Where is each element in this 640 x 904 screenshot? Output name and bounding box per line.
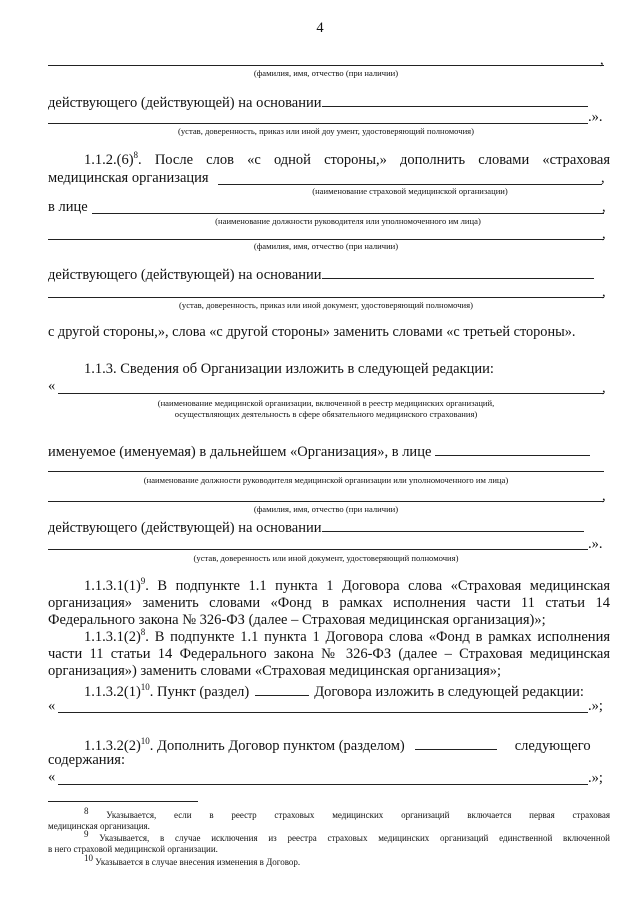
fill-line (435, 441, 590, 456)
open-quote: « (48, 769, 56, 785)
paragraph-1126-line2: медицинская организация (48, 170, 209, 186)
other-side-line: с другой стороны,», слова «с другой стороны» заменить словами «с третьей стороны». (48, 324, 576, 340)
paragraph-11311-line1: $1.1.3.1(1)^9$. В подпункте 1.1 пункта 1 Договора слова «Страховая медицинская (84, 576, 610, 594)
comma: , (602, 488, 606, 504)
paragraph-1126-line1: $1.1.2.(6)^8$. После слов «с одной стороны,» дополнить словами «страховая (84, 150, 610, 168)
open-quote: « (48, 698, 56, 714)
comma: , (601, 170, 605, 186)
end-quote: .». (588, 109, 603, 125)
footnote-8: $^8$ Указывается, если в реестр страховых медицинских организаций включается первая страховая медицинская организация. (48, 806, 610, 831)
caption-fio: (фамилия, имя, отчество (при наличии) (253, 68, 399, 78)
caption-position: (наименование должности руководителя или уполномоченного им лица) (215, 216, 481, 226)
caption-mo-name-1: (наименование медицинской организации, включенной в реестр медицинских организаций, (157, 398, 495, 408)
paragraph-11312-line2: части 11 статьи 14 Федерального закона № 326-ФЗ (далее – Страховая медицинская (48, 646, 610, 662)
fill-line (255, 681, 309, 696)
footnote-separator (48, 801, 198, 802)
caption-mo-name-2: осуществляющих деятельность в сфере обязательного медицинского страхования) (174, 409, 478, 419)
fill-line (48, 549, 588, 550)
open-quote: « (48, 378, 56, 394)
in-person-label: в лице (48, 199, 88, 215)
fill-line (48, 239, 604, 240)
page-number: 4 (316, 20, 324, 36)
paragraph-11312-line3: организация») заменить словами «Страховая медицинская организация»; (48, 663, 502, 679)
fill-line (322, 92, 588, 107)
fill-line (322, 264, 594, 279)
paragraph-11311-line2: организация» заменить словами «Фонд в рамках исполнения части 11 статьи 14 (48, 595, 610, 611)
fill-line (322, 517, 584, 532)
fill-line (48, 501, 604, 502)
fill-line (58, 712, 588, 713)
comma: , (602, 380, 606, 396)
quote-end: .»; (588, 770, 603, 786)
fill-line (48, 471, 604, 472)
caption-fio-2: (фамилия, имя, отчество (при наличии) (253, 241, 399, 251)
caption-fio-3: (фамилия, имя, отчество (при наличии) (253, 504, 399, 514)
paragraph-113: 1.1.3. Сведения об Организации изложить в следующей редакции: (84, 361, 494, 377)
caption-basis: (устав, доверенность, приказ или иной доу умент, удостоверяющий полномочия) (177, 126, 474, 136)
end-quote: .». (588, 536, 603, 552)
named-line: именуемое (именуемая) в дальнейшем «Организация», в лице (48, 441, 590, 461)
fill-line (48, 123, 588, 124)
comma: , (602, 199, 606, 215)
basis-label-3: действующего (действующей) на основании (48, 517, 584, 537)
fill-line (92, 213, 604, 214)
caption-smo-name: (наименование страховой медицинской организации) (312, 186, 508, 196)
fill-line (58, 784, 588, 785)
quote-end: .»; (588, 698, 603, 714)
caption-basis-3: (устав, доверенность или иной документ, удостоверяющий полномочия) (193, 553, 459, 563)
footnote-9: $^9$ Указывается, в случае исключения из реестра страховых медицинских организаций единственной включенной в него страховой медицинской организации. (48, 829, 610, 854)
caption-mo-position: (наименование должности руководителя медицинской организации или уполномоченного им лица) (143, 475, 509, 485)
basis-label-2: действующего (действующей) на основании (48, 264, 594, 284)
paragraph-11312-line1: $1.1.3.1(2)^8$. В подпункте 1.1 пункта 1 Договора слова «Фонд в рамках исполнения (84, 627, 610, 645)
comma: , (600, 52, 604, 68)
comma: , (602, 226, 606, 242)
fill-line (218, 184, 602, 185)
fill-line (48, 297, 604, 298)
fill-line (48, 65, 604, 66)
paragraph-11321: $1.1.3.2(1)^{10}$. Пункт (раздел) Договора изложить в следующей редакции: (84, 682, 584, 700)
fill-line (415, 735, 497, 750)
caption-basis-2: (устав, доверенность, приказ или иной документ, удостоверяющий полномочия) (179, 300, 473, 310)
paragraph-11311-line3: Федерального закона № 326-ФЗ (далее – Страховая медицинская организация)»; (48, 612, 546, 628)
paragraph-11322-line2: содержания: (48, 752, 126, 768)
footnote-10: $^{10}$ Указывается в случае внесения изменения в Договор. (84, 853, 301, 867)
fill-line (58, 393, 604, 394)
paragraph-11322-line1: $1.1.3.2(2)^{10}$. Дополнить Договор пунктом (разделом) следующего (84, 736, 591, 754)
basis-label: действующего (действующей) на основании (48, 92, 588, 112)
comma: , (602, 284, 606, 300)
